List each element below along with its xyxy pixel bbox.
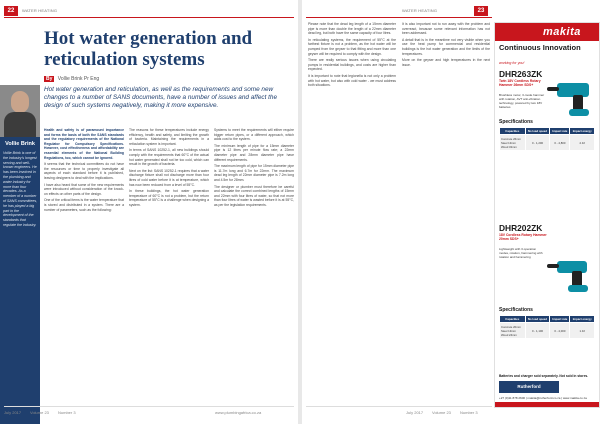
paragraph: One of the critical items is the water temperature that is stored and distributed in a system. There are a number of parameters, such as the following:	[44, 198, 124, 212]
header-rule-right	[306, 17, 492, 18]
table-row	[500, 128, 595, 135]
footer-rule-right	[306, 406, 492, 407]
header-rule-left	[4, 17, 294, 18]
footer-volume-left: Volume 23	[30, 410, 49, 415]
spec-cell	[500, 323, 526, 339]
body-column-4	[308, 22, 396, 90]
spec-cell: 1.9J	[570, 323, 595, 339]
spec-title-1: Specifications	[499, 119, 533, 125]
paragraph: Systems to meet the requirements will either require bigger return pipes, or a different approach, which adds cost to the system.	[214, 128, 294, 142]
spec-table-2	[499, 315, 595, 339]
paragraph: Health and safety is of paramount importance and forms the basis of both the SANS standards and the regulatory requirements of the National Regulator for Compulsory Specifications. However, cost effectiveness and affordability are essential elements of the National Building Regulations, too, which cannot be ignored.	[44, 128, 124, 160]
spec-cell: 2.9J	[570, 135, 595, 151]
spec-capacity: Wood 32mm	[501, 144, 517, 149]
spec-header: Impact energy	[570, 128, 595, 135]
article-intro: Hot water generation and reticulation, as well as the requirements and some new changes to a number of SANS documents, have a number of issues and affect the design of such systems negatively, making it more expensive.	[44, 86, 278, 110]
page-number-left: 22	[4, 6, 18, 16]
paragraph: A detail that is in the meantime not very visible when you use the heat pump for commercial and residential buildings is the hot water generation and the limits of the temperatures.	[402, 37, 490, 56]
section-label-left: WATER HEATING	[22, 8, 58, 13]
rotary-hammer-icon	[547, 255, 597, 295]
paragraph: The maximum length of pipe for 15mm diameter pipe is 11.7m long and 6.7m for 22mm. The maximum dead leg length of 22mm diameter pipe is 7.2m long and 4.5m for 28mm.	[214, 164, 294, 182]
product-2-features: Lightweight with 3 operation modes, rotation, hammering with rotation and hammering	[499, 247, 543, 259]
right-page	[302, 0, 600, 424]
rotary-hammer-icon	[547, 77, 597, 117]
makita-advert	[494, 22, 600, 408]
spec-cell	[500, 135, 526, 151]
spec-header: Impact rate	[550, 316, 570, 323]
paragraph: In reticulating systems, the requirement of 55°C at the farthest fixture is not a problem, as the hot water will be pumped from the geyser to that fitting and more than one geyser will be required to comply with the design.	[308, 37, 396, 56]
advert-header-bar	[495, 23, 599, 41]
author-name: Vollie Brink	[5, 141, 35, 147]
footer-url[interactable]: www.plumbingafrica.co.za	[215, 410, 262, 415]
body-column-1	[44, 128, 124, 214]
spec-header: Capacities	[500, 128, 526, 135]
spec-cell: 0 - 1,100	[525, 323, 550, 339]
spec-cell: 0 - 4,000	[550, 323, 570, 339]
paragraph: More on the geyser and high temperatures in the next issue.	[402, 58, 490, 67]
paragraph: It is important to note that legionella is not only a problem with hot water, but also with cold water - we must address both situations.	[308, 73, 396, 88]
distributor-contact: +27 (0)11 878 2600 | makita@rutherford.co.za | www.makita.co.za	[499, 396, 587, 400]
makita-logo: makita	[543, 26, 581, 38]
paragraph: Please note that the dead leg length of a 15mm diameter pipe is more than double the length of a 22mm diameter dead leg, but both have the same capacity of four litres.	[308, 22, 396, 36]
author-photo-body	[4, 112, 36, 137]
author-bio: Vollie Brink is one of the industry's longest serving and well-known engineers. He has been involved in the plumbing and water industry for more than four decades. As a member of a number of SANS committees, he has played a big part in the development of the standards that regulate the industry.	[3, 151, 38, 227]
advert-sub-tagline: working for you!	[499, 61, 525, 65]
spec-cell: 0 - 1,200	[525, 135, 550, 151]
product-1-features: Brushless motor, 3-mode hammer with rotation, AVT anti-vibration technology, powered by two 18V batteries	[499, 93, 545, 109]
table-row	[500, 316, 595, 323]
spec-header: Capacities	[500, 316, 526, 323]
spec-capacity: Steel 13mm	[501, 140, 516, 145]
author-photo	[0, 85, 40, 137]
advert-footer-strip	[495, 402, 599, 407]
table-row	[500, 135, 595, 151]
paragraph: It seems that the technical committees do not have the resources or time to properly investigate all aspects of each standard before it is published, leaving designers to deal with the implications.	[44, 162, 124, 180]
distributor-logo: Rutherford	[499, 381, 559, 393]
body-column-5	[402, 22, 490, 69]
section-label-right: WATER HEATING	[402, 8, 438, 13]
spec-cell: 0 - 4,800	[550, 135, 570, 151]
spec-table-1	[499, 127, 595, 151]
spec-capacity: Wood 24mm	[501, 332, 517, 337]
product-1-description: Twin 18V Cordless Rotary Hammer 26mm SDS+	[499, 79, 541, 88]
spec-header: No load speed	[525, 128, 550, 135]
product-2-model: DHR202ZK	[499, 223, 543, 233]
paragraph: The designer or plumber must therefore be careful and calculate the correct combined lengths of 15mm and 22mm with four litres of water, so that not more than four litres of water is wasted before it is at 55°C, as per the legislation requirements.	[214, 184, 294, 207]
paragraph: The minimum length of pipe for a 15mm diameter pipe is 12 litres per minute flow rate; a 22mm diameter pipe and 28mm diameter pipe have different requirements.	[214, 143, 294, 162]
spec-capacity: Concrete 26mm	[501, 136, 521, 141]
footer-date-right: July 2017	[406, 410, 424, 415]
byline-prefix: By	[46, 76, 53, 82]
product-1-model: DHR263ZK	[499, 69, 543, 79]
paragraph: Next on the list: SANS 10252-1 requires that a water discharge fixture shall not discharge more than four litres of cold water before it is at temperature, which has now been reduced from a level of 55°C.	[129, 168, 209, 187]
paragraph: In terms of SANS 10252-1, all new buildings should comply with the requirements that 60°C of the actual hot water generated shall not be too cold, which can result in the growth of bacteria.	[129, 148, 209, 167]
footer-volume-right: Volume 23	[432, 410, 451, 415]
body-column-2	[129, 128, 209, 210]
page-number-right: 23	[474, 6, 488, 16]
footer-number-right: Number 3	[460, 410, 478, 415]
left-page	[0, 0, 298, 424]
spec-capacity: Steel 13mm	[501, 328, 516, 333]
author-sidebar	[0, 85, 40, 424]
body-column-3	[214, 128, 294, 210]
table-row	[500, 323, 595, 339]
paragraph: In these buildings, the hot water generation temperature of 60°C is not a problem, but the return temperature of 55°C is a challenge when designing a system.	[129, 189, 209, 207]
byline-author: Vollie Brink Pr Eng	[57, 76, 100, 82]
spec-header: No load speed	[525, 316, 550, 323]
author-photo-head	[11, 91, 29, 113]
article-title: Hot water generation and reticulation systems	[44, 28, 253, 70]
paragraph: It is also important not to run away with the problem and overreact, because some relevant information has not been addressed.	[402, 22, 490, 36]
advert-note: Batteries and charger sold separately. Not sold in stores.	[499, 374, 589, 378]
byline	[44, 76, 99, 82]
paragraph: There are really serious issues when using circulating pumps in residential buildings, and costs are higher than expected.	[308, 58, 396, 72]
footer-rule-left	[4, 406, 294, 407]
product-2-description: 18V Cordless Rotary Hammer 20mm SDS+	[499, 233, 547, 242]
footer-number-left: Number 3	[58, 410, 76, 415]
footer-date-left: July 2017	[4, 410, 22, 415]
spec-header: Impact rate	[550, 128, 570, 135]
advert-tagline: Continuous Innovation	[499, 43, 581, 52]
spec-title-2: Specifications	[499, 307, 533, 313]
spec-header: Impact energy	[570, 316, 595, 323]
paragraph: The reasons for these temperatures include energy efficiency, health and safety, and limiting the growth of bacteria. Maintaining the requirements in a reticulation system is important.	[129, 128, 209, 146]
paragraph: I have also heard that some of the new requirements were introduced without consideration of the knock-on effects on other parts of the design.	[44, 182, 124, 196]
spec-capacity: Concrete 20mm	[501, 324, 521, 329]
